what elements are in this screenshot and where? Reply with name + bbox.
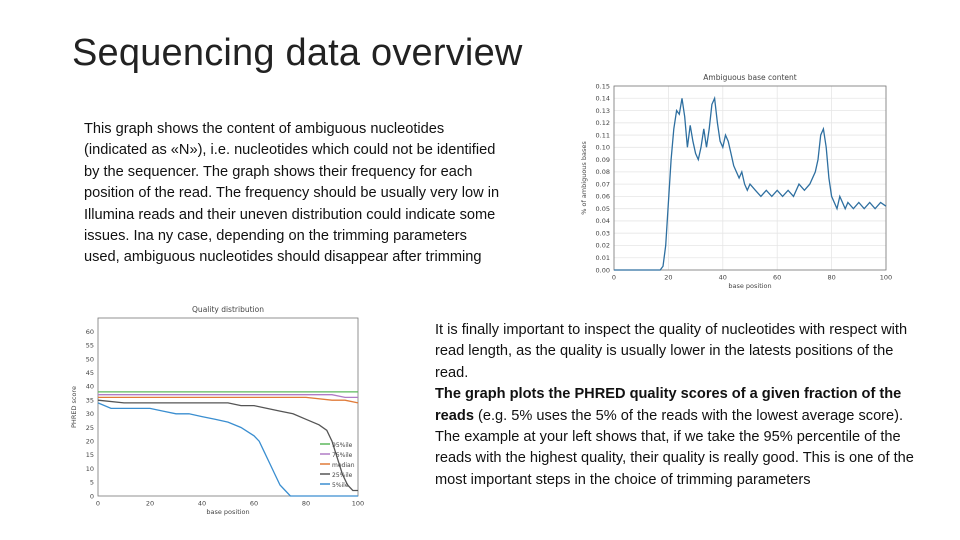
plot-frame bbox=[98, 318, 358, 496]
x-tick-label: 0 bbox=[95, 499, 101, 508]
paragraph-1: This graph shows the content of ambiguous nucleotides (indicated as «N»), i.e. nucleotides which could not be identified by the sequencer. The graph shows their frequency for each position of the read. The frequency should be usually very low in Illumina reads and their uneven distribution could indicate some issues. Ina ny case, depending on the trimming parameters used, ambiguous nucleotides should disappear after trimming bbox=[84, 121, 500, 266]
y-tick-label: 0 bbox=[89, 492, 94, 501]
series-line-5-ile bbox=[98, 403, 358, 496]
x-tick-label: 0 bbox=[611, 273, 617, 282]
x-tick-label: 40 bbox=[197, 499, 207, 508]
legend-label: median bbox=[332, 462, 355, 469]
x-axis-label: base position bbox=[728, 282, 772, 290]
paragraph-2-rest: (e.g. 5% uses the 5% of the reads with the lowest average score). The example at your left shows that, if we take the 95% percentile of the reads with the highest quality, their quality is really good. This is one of the most important steps in the choice of trimming parameters bbox=[435, 407, 914, 488]
x-tick-label: 100 bbox=[879, 273, 893, 282]
y-tick-label: 0.01 bbox=[595, 253, 610, 262]
y-axis-label: % of ambiguous bases bbox=[580, 141, 588, 215]
y-tick-label: 5 bbox=[89, 478, 94, 487]
y-tick-label: 15 bbox=[85, 451, 94, 460]
y-axis-label: PHRED score bbox=[70, 386, 78, 428]
y-tick-label: 0.14 bbox=[595, 94, 610, 103]
series-line-25-ile bbox=[98, 400, 358, 490]
slide-title: Sequencing data overview bbox=[72, 32, 523, 74]
y-tick-label: 0.00 bbox=[595, 266, 610, 275]
y-tick-label: 30 bbox=[85, 410, 94, 419]
y-tick-label: 0.07 bbox=[595, 180, 610, 189]
x-tick-label: 100 bbox=[351, 499, 365, 508]
y-tick-label: 0.11 bbox=[595, 131, 610, 140]
legend-label: 5%ile bbox=[332, 482, 349, 489]
x-axis-label: base position bbox=[206, 508, 250, 516]
y-tick-label: 35 bbox=[85, 396, 94, 405]
y-tick-label: 0.04 bbox=[595, 217, 610, 226]
y-tick-label: 0.05 bbox=[595, 204, 610, 213]
quality-distribution-chart bbox=[68, 306, 398, 520]
y-tick-label: 20 bbox=[85, 437, 94, 446]
y-tick-label: 0.15 bbox=[595, 82, 610, 91]
y-tick-label: 10 bbox=[85, 464, 94, 473]
legend-label: 95%ile bbox=[332, 442, 353, 449]
x-tick-label: 80 bbox=[301, 499, 311, 508]
y-tick-label: 50 bbox=[85, 355, 94, 364]
y-tick-label: 60 bbox=[85, 327, 94, 336]
x-tick-label: 60 bbox=[249, 499, 259, 508]
y-tick-label: 0.02 bbox=[595, 241, 610, 250]
legend-label: 75%ile bbox=[332, 452, 353, 459]
y-tick-label: 45 bbox=[85, 369, 94, 378]
plot-frame bbox=[614, 86, 886, 270]
y-tick-label: 0.06 bbox=[595, 192, 610, 201]
series-line-median bbox=[98, 397, 358, 403]
paragraph-2-intro: It is finally important to inspect the quality of nucleotides with respect with read length, as the quality is usually lower in the latests positions of the read. bbox=[435, 322, 908, 381]
paragraph-2-bold: The graph plots the PHRED quality scores of a given fraction of the reads bbox=[435, 386, 902, 424]
ambiguous-nucleotides-description bbox=[84, 119, 504, 269]
x-tick-label: 60 bbox=[773, 273, 782, 282]
x-tick-label: 40 bbox=[718, 273, 727, 282]
paragraph-2-detail bbox=[435, 384, 915, 491]
y-tick-label: 40 bbox=[85, 382, 94, 391]
y-tick-label: 55 bbox=[85, 341, 94, 350]
legend-label: 25%ile bbox=[332, 472, 353, 479]
quality-description bbox=[435, 320, 915, 491]
y-tick-label: 0.12 bbox=[595, 119, 610, 128]
y-tick-label: 0.13 bbox=[595, 106, 610, 115]
y-tick-label: 25 bbox=[85, 423, 94, 432]
x-tick-label: 20 bbox=[664, 273, 673, 282]
y-tick-label: 0.03 bbox=[595, 229, 610, 238]
y-tick-label: 0.10 bbox=[595, 143, 610, 152]
y-tick-label: 0.09 bbox=[595, 155, 610, 164]
y-tick-label: 0.08 bbox=[595, 168, 610, 177]
x-tick-label: 20 bbox=[145, 499, 155, 508]
chart-title: Ambiguous base content bbox=[703, 73, 797, 82]
chart-title: Quality distribution bbox=[192, 306, 264, 314]
ambiguous-base-content-chart bbox=[578, 70, 898, 292]
x-tick-label: 80 bbox=[827, 273, 836, 282]
